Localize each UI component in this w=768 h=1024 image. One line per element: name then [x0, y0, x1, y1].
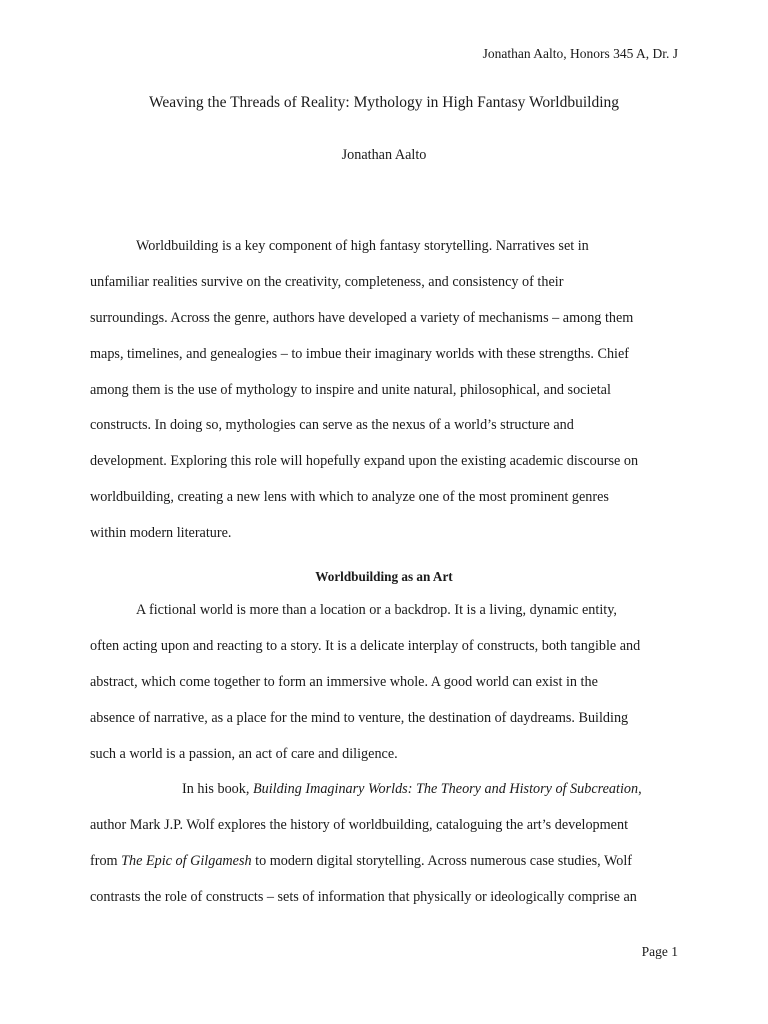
section-heading: Worldbuilding as an Art	[315, 569, 453, 584]
section-para1-line-5: such a world is a passion, an act of care and diligence.	[90, 746, 398, 762]
section-para1-line-2: often acting upon and reacting to a story. It is a delicate interplay of constructs, both tangible and	[90, 638, 641, 654]
page-number: Page 1	[641, 944, 678, 959]
intro-line-8: worldbuilding, creating a new lens with which to analyze one of the most prominent genres	[90, 489, 609, 505]
paper-title: Weaving the Threads of Reality: Mythology in High Fantasy Worldbuilding	[148, 94, 620, 111]
section-para1-line-4: absence of narrative, as a place for the mind to venture, the destination of daydreams. Building	[90, 710, 629, 726]
paper-author: Jonathan Aalto	[341, 147, 427, 163]
section-para2-line-1	[182, 780, 642, 798]
para2-line3-pre: from	[90, 853, 122, 869]
section-para1-line-1: A fictional world is more than a location or a backdrop. It is a living, dynamic entity,	[136, 602, 617, 618]
para2-line3-post: to modern digital storytelling. Across numerous case studies, Wolf	[251, 853, 632, 869]
intro-line-4: maps, timelines, and genealogies – to imbue their imaginary worlds with these strengths. Chief	[90, 346, 630, 362]
intro-line-6: constructs. In doing so, mythologies can serve as the nexus of a world’s structure and	[90, 417, 574, 433]
intro-line-9: within modern literature.	[90, 525, 232, 541]
para2-line1-post: ,	[638, 781, 642, 797]
running-head: Jonathan Aalto, Honors 345 A, Dr. J	[482, 46, 678, 61]
section-para1-line-3: abstract, which come together to form an immersive whole. A good world can exist in the	[90, 674, 598, 690]
intro-line-5: among them is the use of mythology to inspire and unite natural, philosophical, and societal	[90, 382, 611, 398]
intro-line-7: development. Exploring this role will hopefully expand upon the existing academic discourse on	[90, 453, 639, 469]
section-para2-line-2: author Mark J.P. Wolf explores the history of worldbuilding, cataloguing the art’s development	[90, 817, 629, 833]
intro-line-3: surroundings. Across the genre, authors have developed a variety of mechanisms – among them	[90, 310, 634, 326]
book-title-wolf: Building Imaginary Worlds: The Theory and History of Subcreation	[252, 781, 639, 797]
intro-line-2: unfamiliar realities survive on the creativity, completeness, and consistency of their	[90, 274, 564, 290]
intro-line-1: Worldbuilding is a key component of high fantasy storytelling. Narratives set in	[136, 238, 589, 254]
section-para2-line-4: contrasts the role of constructs – sets of information that physically or ideologically comprise an	[90, 889, 637, 905]
section-para2-line-3	[90, 852, 632, 870]
book-title-gilgamesh: The Epic of Gilgamesh	[121, 853, 252, 869]
para2-line1-pre: In his book,	[182, 781, 253, 797]
